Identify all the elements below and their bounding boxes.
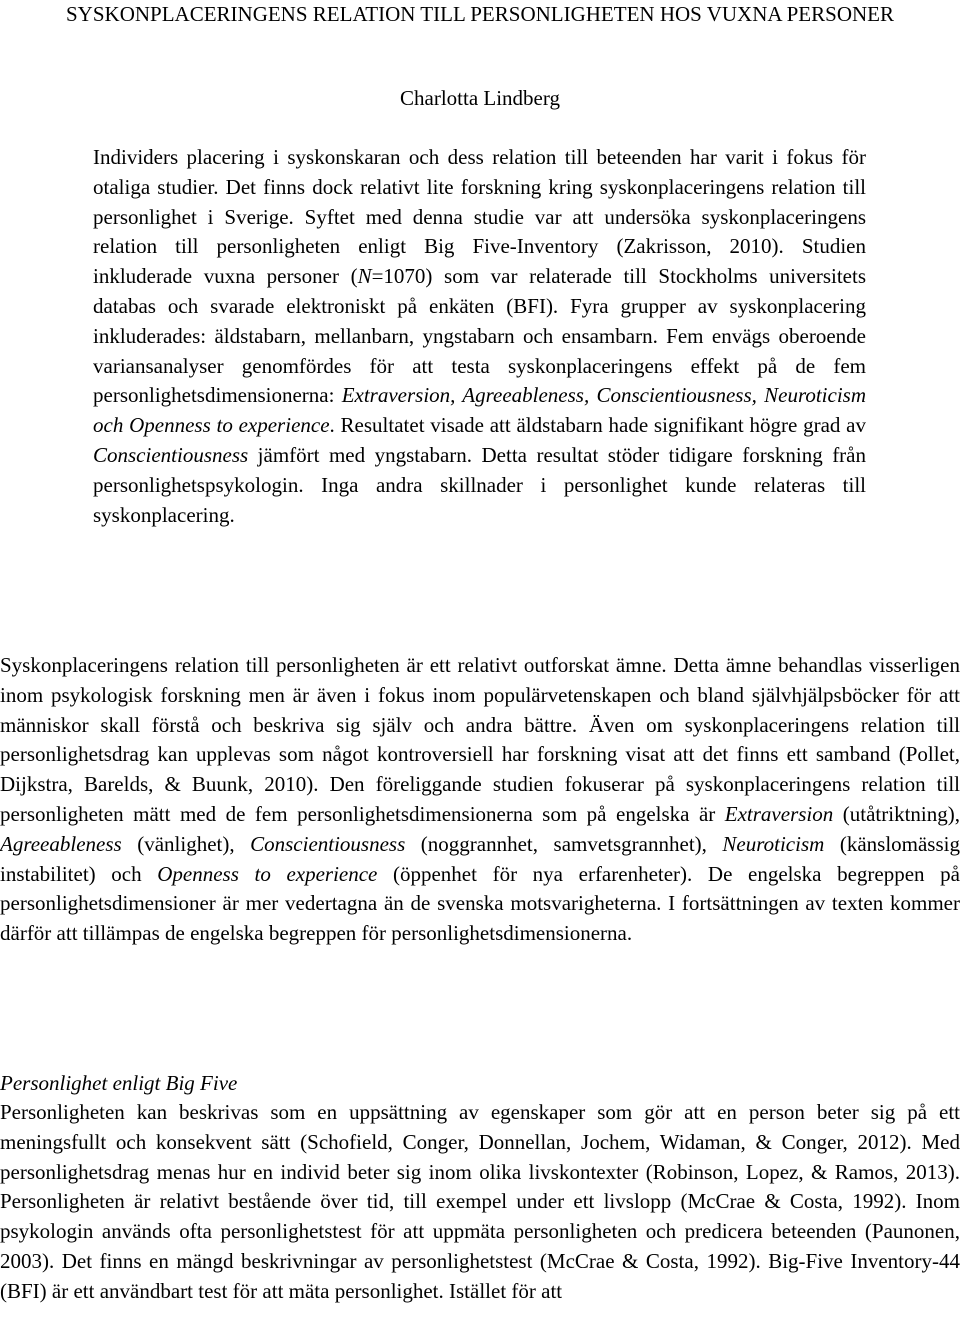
intro-text: (noggrannhet, samvetsgrannhet),: [405, 831, 723, 856]
term-openness: Openness to experience: [157, 861, 378, 886]
abstract-n-symbol: N: [357, 264, 372, 289]
term-extraversion: Extraversion: [724, 801, 834, 826]
intro-paragraph: [0, 651, 960, 949]
abstract-conscientiousness: Conscientiousness: [93, 442, 249, 467]
section-paragraph: Personligheten kan beskrivas som en uppsättning av egenskaper som gör att en person beter sig på ett meningsfullt och konsekvent sätt (Schofield, Conger, Donnellan, Jochem, Widaman, & Conger, 2012). Med personlighetsdrag menas hur en individ beter sig inom olika livskontexter (Robinson, Lopez, & Ramos, 2013). Personligheten är relativt bestående över tid, till exempel under ett livslopp (McCrae & Costa, 1992). Inom psykologin används ofta personlighetstest för att uppmäta personligheten och predicera beteenden (Paunonen, 2003). Det finns en mängd beskrivningar av personlighetstest (McCrae & Costa, 1992). Big-Five Inventory-44 (BFI) är ett användbart test för att mäta personlighet. Istället för att: [0, 1100, 960, 1303]
abstract-dimensions: Extraversion, Agreeableness, Conscientiousness, Neuroticism och Openness to experience: [93, 383, 867, 438]
intro-text: (utåtriktning),: [833, 801, 960, 826]
term-neuroticism: Neuroticism: [722, 831, 825, 856]
term-conscientiousness: Conscientiousness: [250, 831, 406, 856]
author-name: Charlotta Lindberg: [400, 86, 560, 110]
term-agreeableness: Agreeableness: [0, 831, 122, 856]
section-heading: Personlighet enligt Big Five: [0, 1071, 238, 1095]
intro-text: (känslomässig instabilitet) och: [0, 831, 960, 886]
intro-text: (vänlighet),: [121, 831, 251, 856]
intro-text: (öppenhet för nya erfarenheter). De engelska begreppen på personlighetsdimensioner är mer vedertagna än de svenska motsvarigheterna. I fortsättningen av texten kommer därför att tillämpas de engelska begreppen för personlighetsdimensionerna.: [0, 861, 960, 946]
abstract-text: . Resultatet visade att äldstabarn hade signifikant högre grad av: [329, 413, 866, 438]
abstract: [93, 143, 866, 530]
abstract-text: =1070) som var relaterade till Stockholms universitets databas och svarade elektroniskt på enkäten (BFI). Fyra grupper av syskonplacering inkluderades: äldstabarn, mellanbarn, yngstabarn och ensambarn. Fem envägs oberoende variansanalyser genomfördes för att testa syskonplaceringens effekt på de fem personlighetsdimensionerna:: [93, 264, 866, 408]
intro-text: Syskonplaceringens relation till personligheten är ett relativt outforskat ämne. Detta ämne behandlas visserligen inom psykologisk forskning men är även i fokus inom populärvetenskapen och bland självhjälpsböcker för att människor skall förstå och beskriva sig själv och andra bättre. Även om syskonplaceringens relation till personlighetsdrag kan upplevas som något kontroversiell har forskning visat att det finns ett samband (Pollet, Dijkstra, Barelds, & Buunk, 2010). Den föreliggande studien fokuserar på syskonplaceringens relation till personligheten mätt med de fem personlighetsdimensionerna som på engelska är: [0, 653, 960, 826]
abstract-text: jämfört med yngstabarn. Detta resultat stöder tidigare forskning från personlighetspsykologin. Inga andra skillnader i personlighet kunde relateras till syskonplacering.: [93, 442, 866, 527]
paper-title: SYSKONPLACERINGENS RELATION TILL PERSONLIGHETEN HOS VUXNA PERSONER: [66, 2, 894, 26]
abstract-text: Individers placering i syskonskaran och dess relation till beteenden har varit i fokus för otaliga studier. Det finns dock relativt lite forskning kring syskonplaceringens relation till personlighet i Sverige. Syftet med denna studie var att undersöka syskonplaceringens relation till personligheten enligt Big Five-Inventory (Zakrisson, 2010). Studien inkluderade vuxna personer (: [93, 145, 866, 289]
